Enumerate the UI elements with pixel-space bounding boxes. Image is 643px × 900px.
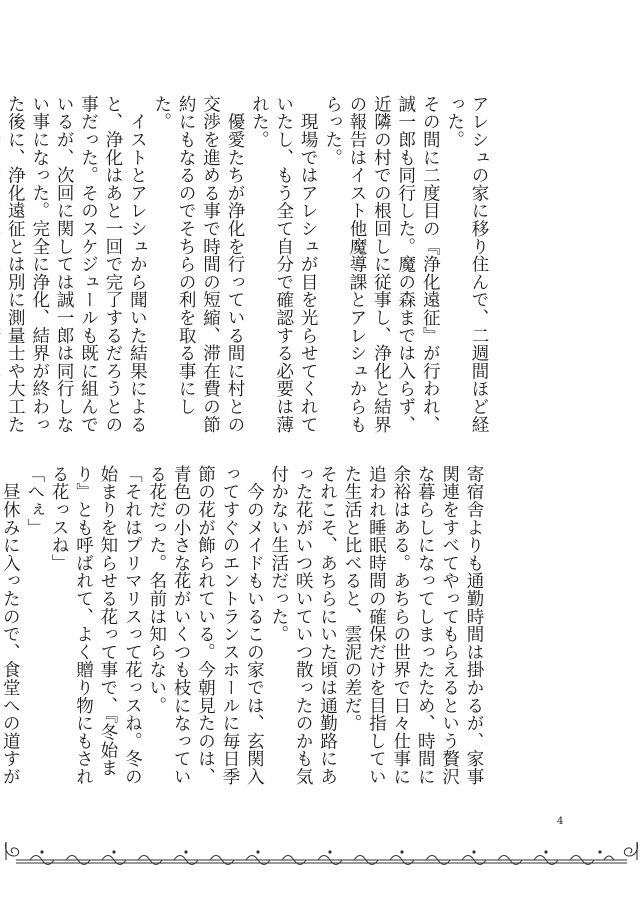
top-text-block: アレシュの家に移り住んで、二週間ほど経った。 その間に二度目の『浄化遠征』が行われ、誠一郎も同行した。魔の森までは入らず、近隣の村での根回しに従事し、浄化と結界の報告はイスト他魔導課とアレシュからもらった。 現場ではアレシュが目を光らせてくれていたし、もう全て自分で確認する必要は薄れた。 優愛たちが浄化を行っている間に村との交渉を進める事で時間の短縮、滞在費の節約にもなるのでそちらの利を取る事にした。 イストとアレシュから聞いた結果によると、浄化はあと一回で完了するだろうとの事だった。そのスケジュールも既に組んでいるが、次回に関しては誠一郎は同行しない事になった。完全に浄化、結界が終わった後に、浄化遠征とは別に測量士や大工た bbox=[5, 95, 489, 434]
bottom-text-block: 寄宿舎よりも通勤時間は掛かるが、家事関連をすべてやってもらえるという贅沢な暮らしになってしまったため、時間に余裕はある。あちらの世界で日々仕事に追われ睡眠時間の確保だけを目指していた生活と比べると、雲泥の差だ。 それこそ、あちらにいた頃は通勤路にあった花がいつ咲いていつ散ったのかも気付かない生活だった。 今のメイドもいるこの家では、玄関入ってすぐのエントランスホールに毎日季節の花が飾られている。今朝見たのは、青色の小さな花がいくつも枝になっている花だった。名前は知らない。 「それはプリマリスって花っスね。冬の始まりを知らせる花って事で、『冬始まり』とも呼ばれて、よく贈り物にもされる花っスね」 「へぇ」 昼休みに入ったので、食堂への道すが bbox=[0, 465, 484, 786]
vine-border-icon bbox=[0, 838, 643, 868]
page-number: 4 bbox=[557, 816, 564, 827]
